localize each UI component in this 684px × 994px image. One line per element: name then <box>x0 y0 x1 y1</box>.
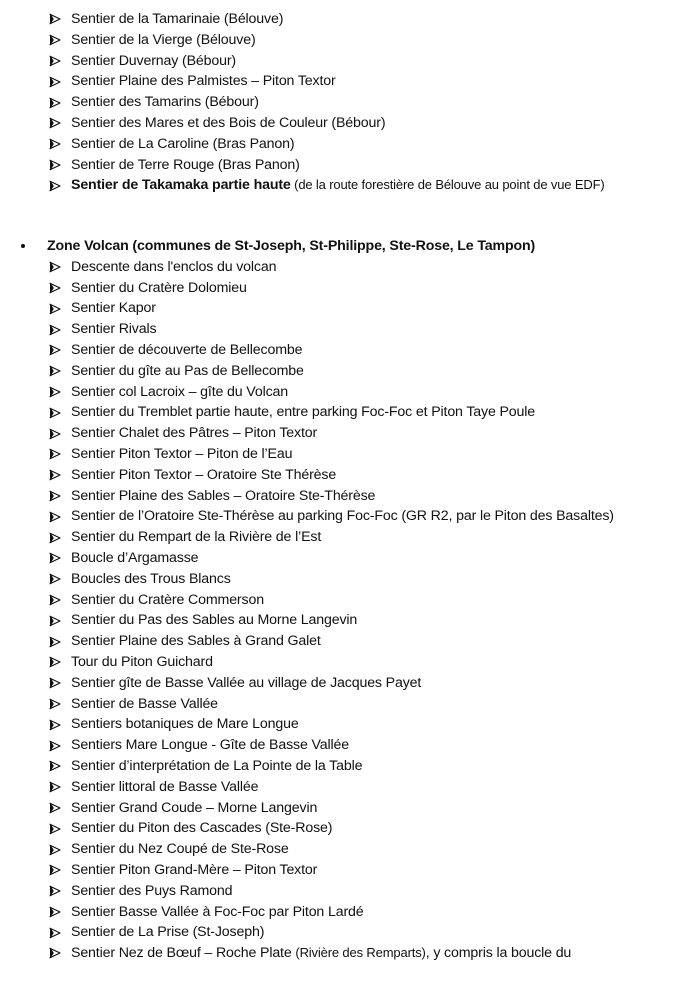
list-item <box>0 590 684 611</box>
list-item-text: Sentier de Terre Rouge (Bras Panon) <box>71 156 300 173</box>
arrowhead-right-icon <box>48 486 62 507</box>
list-item <box>0 673 684 694</box>
list-item <box>0 175 684 196</box>
list-item <box>0 423 684 444</box>
list-item-text: Sentier Plaine des Sables – Oratoire Ste-Thérèse <box>71 487 376 504</box>
list-item <box>0 319 684 340</box>
list-item <box>0 694 684 715</box>
arrowhead-right-icon <box>48 673 62 694</box>
arrowhead-right-icon <box>48 902 62 923</box>
list-item <box>0 113 684 134</box>
list-item-text: Sentier col Lacroix – gîte du Volcan <box>71 383 289 400</box>
arrowhead-right-icon <box>48 340 62 361</box>
list-item-text: Sentier Nez de Bœuf – Roche Plate <box>71 945 296 962</box>
list-item-text: Sentier Chalet des Pâtres – Piton Textor <box>71 425 318 442</box>
list-item <box>0 631 684 652</box>
list-item <box>0 610 684 631</box>
list-item <box>0 402 684 423</box>
arrowhead-right-icon <box>48 527 62 548</box>
arrowhead-right-icon <box>48 818 62 839</box>
list-item-text: Sentier Piton Textor – Piton de l’Eau <box>71 445 293 462</box>
list-item <box>0 902 684 923</box>
list-item-text: Sentier de La Prise (St-Joseph) <box>71 924 265 941</box>
list-item-title: Sentier de Takamaka partie haute <box>71 177 291 194</box>
list-item-text: Sentier de La Caroline (Bras Panon) <box>71 135 295 152</box>
arrowhead-right-icon <box>48 714 62 735</box>
list-item <box>0 486 684 507</box>
list-item <box>0 361 684 382</box>
arrowhead-right-icon <box>48 402 62 423</box>
arrowhead-right-icon <box>48 652 62 673</box>
list-item <box>0 818 684 839</box>
list-item <box>0 714 684 735</box>
arrowhead-right-icon <box>48 756 62 777</box>
list-item <box>0 652 684 673</box>
list-item <box>0 881 684 902</box>
arrowhead-right-icon <box>48 881 62 902</box>
arrowhead-right-icon <box>48 298 62 319</box>
list-item <box>0 92 684 113</box>
arrowhead-right-icon <box>48 610 62 631</box>
arrowhead-right-icon <box>48 30 62 51</box>
list-item <box>0 569 684 590</box>
list-item-text: Boucle d’Argamasse <box>71 549 199 566</box>
list-item <box>0 735 684 756</box>
list-item-text: Sentiers botaniques de Mare Longue <box>71 716 299 733</box>
list-item-text: Sentier du Cratère Commerson <box>71 591 264 608</box>
list-item <box>0 134 684 155</box>
arrowhead-right-icon <box>48 175 62 196</box>
list-item <box>0 444 684 465</box>
list-item-text: Sentier Rivals <box>71 321 157 338</box>
arrowhead-right-icon <box>48 839 62 860</box>
arrowhead-right-icon <box>48 506 62 527</box>
bullet-dot-icon <box>21 244 25 248</box>
list-item-text: Sentier Grand Coude – Morne Langevin <box>71 799 318 816</box>
arrowhead-right-icon <box>48 382 62 403</box>
list-item-text: Sentier Piton Textor – Oratoire Ste Thérèse <box>71 466 337 483</box>
list-item-text: Sentier du Tremblet partie haute, entre parking Foc-Foc et Piton Taye Poule <box>71 404 536 421</box>
arrowhead-right-icon <box>48 257 62 278</box>
arrowhead-right-icon <box>48 134 62 155</box>
list-item-text: Sentier du gîte au Pas de Bellecombe <box>71 362 304 379</box>
list-item-text: Descente dans l'enclos du volcan <box>71 258 277 275</box>
list-item <box>0 943 684 964</box>
list-item-text: Sentier du Rempart de la Rivière de l’Est <box>71 529 322 546</box>
arrowhead-right-icon <box>48 860 62 881</box>
list-item-text: Sentier de découverte de Bellecombe <box>71 341 303 358</box>
arrowhead-right-icon <box>48 694 62 715</box>
list-item-text: Sentier du Cratère Dolomieu <box>71 279 247 296</box>
list-item-text: Sentier de la Tamarinaie (Bélouve) <box>71 11 284 27</box>
arrowhead-right-icon <box>48 113 62 134</box>
arrowhead-right-icon <box>48 943 62 964</box>
list-item <box>0 155 684 176</box>
list-item <box>0 506 684 527</box>
list-item <box>0 839 684 860</box>
list-item-text: Sentier du Pas des Sables au Morne Langevin <box>71 612 358 629</box>
list-item <box>0 30 684 51</box>
previous-section-list <box>0 9 684 196</box>
list-item-text: Sentier de la Vierge (Bélouve) <box>71 31 256 48</box>
list-item-detail: (Rivière des Remparts) <box>295 945 426 961</box>
arrowhead-right-icon <box>48 361 62 382</box>
arrowhead-right-icon <box>48 590 62 611</box>
list-item-text: Sentier Plaine des Sables à Grand Galet <box>71 633 321 650</box>
list-item-text: Sentier gîte de Basse Vallée au village de Jacques Payet <box>71 674 422 691</box>
list-item-text: Sentier Plaine des Palmistes – Piton Textor <box>71 73 336 90</box>
zone-volcan-list <box>0 257 684 964</box>
list-item <box>0 257 684 278</box>
list-item <box>0 51 684 72</box>
arrowhead-right-icon <box>48 569 62 590</box>
list-item <box>0 798 684 819</box>
previous-section <box>0 9 684 196</box>
arrowhead-right-icon <box>48 798 62 819</box>
list-item-text: Boucles des Trous Blancs <box>71 570 231 587</box>
list-item-text: Sentier d’interprétation de La Pointe de la Table <box>71 757 363 774</box>
arrowhead-right-icon <box>48 51 62 72</box>
list-item-detail: (de la route forestière de Bélouve au point de vue EDF) <box>290 177 605 193</box>
list-item-text: Sentier des Tamarins (Bébour) <box>71 94 259 111</box>
list-item <box>0 922 684 943</box>
list-item-text: Sentier des Puys Ramond <box>71 882 233 899</box>
list-item <box>0 860 684 881</box>
list-item-text: Sentier du Nez Coupé de Ste-Rose <box>71 841 289 858</box>
list-item-text: Sentier Duvernay (Bébour) <box>71 52 237 69</box>
arrowhead-right-icon <box>48 444 62 465</box>
list-item <box>0 278 684 299</box>
arrowhead-right-icon <box>48 9 62 30</box>
arrowhead-right-icon <box>48 548 62 569</box>
arrowhead-right-icon <box>48 465 62 486</box>
arrowhead-right-icon <box>48 278 62 299</box>
arrowhead-right-icon <box>48 155 62 176</box>
list-item <box>0 527 684 548</box>
list-item <box>0 465 684 486</box>
arrowhead-right-icon <box>48 777 62 798</box>
arrowhead-right-icon <box>48 92 62 113</box>
list-item-text: Sentier Piton Grand-Mère – Piton Textor <box>71 861 318 878</box>
list-item-text: Sentier Kapor <box>71 300 156 317</box>
list-item-text: Sentier Basse Vallée à Foc-Foc par Piton Lardé <box>71 903 364 920</box>
list-item-text: , y compris la boucle du <box>425 945 572 962</box>
zone-volcan-heading-text: Zone Volcan (communes de St-Joseph, St-Philippe, Ste-Rose, Le Tampon) <box>47 238 536 254</box>
list-item-text: Sentier de l’Oratoire Ste-Thérèse au parking Foc-Foc (GR R2, par le Piton des Basaltes) <box>71 508 614 525</box>
zone-volcan-heading <box>0 236 684 257</box>
arrowhead-right-icon <box>48 423 62 444</box>
list-item <box>0 382 684 403</box>
list-item-text: Sentier des Mares et des Bois de Couleur (Bébour) <box>71 114 386 131</box>
list-item <box>0 71 684 92</box>
list-item-text: Sentier de Basse Vallée <box>71 695 218 712</box>
arrowhead-right-icon <box>48 631 62 652</box>
list-item-text: Sentier du Piton des Cascades (Ste-Rose) <box>71 820 333 837</box>
arrowhead-right-icon <box>48 922 62 943</box>
list-item <box>0 548 684 569</box>
list-item-text: Tour du Piton Guichard <box>71 653 213 670</box>
list-item-text: Sentiers Mare Longue - Gîte de Basse Vallée <box>71 737 349 754</box>
arrowhead-right-icon <box>48 71 62 92</box>
arrowhead-right-icon <box>48 319 62 340</box>
list-item <box>0 756 684 777</box>
list-item <box>0 340 684 361</box>
arrowhead-right-icon <box>48 735 62 756</box>
list-item <box>0 9 684 30</box>
list-item <box>0 777 684 798</box>
zone-volcan-section <box>0 236 684 964</box>
list-item <box>0 298 684 319</box>
list-item-text: Sentier littoral de Basse Vallée <box>71 778 259 795</box>
